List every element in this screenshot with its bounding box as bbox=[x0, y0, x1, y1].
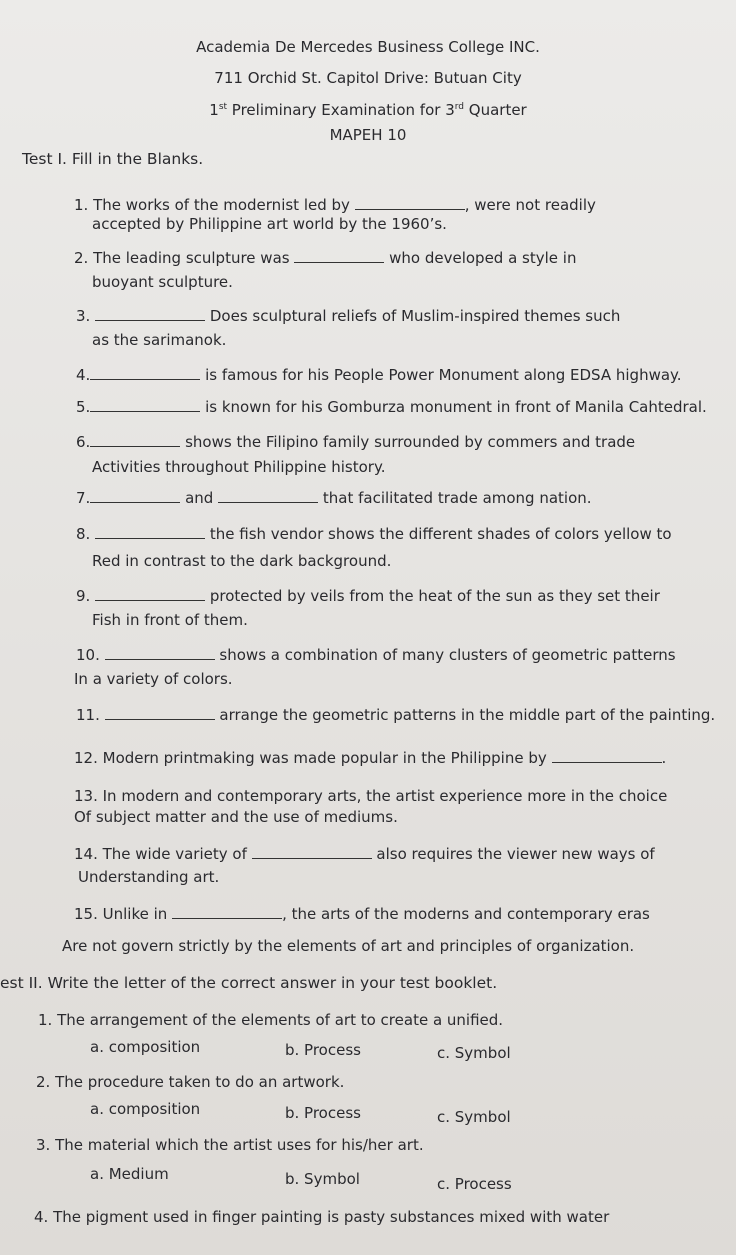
q3-line2: as the sarimanok. bbox=[92, 331, 227, 349]
q10-line1: 10. shows a combination of many clusters of geometric patterns bbox=[76, 646, 676, 664]
test2-title: est II. Write the letter of the correct answer in your test booklet. bbox=[0, 974, 498, 992]
mc-q2-option-a: a. composition bbox=[90, 1100, 201, 1118]
answer-blank bbox=[552, 750, 662, 763]
q14-line1: 14. The wide variety of also requires the viewer new ways of bbox=[74, 845, 655, 863]
q4-line: 4. is famous for his People Power Monument along EDSA highway. bbox=[76, 366, 682, 384]
q1-line1: 1. The works of the modernist led by , were not readily bbox=[74, 196, 596, 214]
mc-q3-option-a: a. Medium bbox=[90, 1165, 169, 1183]
q5-line: 5. is known for his Gomburza monument in front of Manila Cahtedral. bbox=[76, 398, 707, 416]
q12-line: 12. Modern printmaking was made popular in the Philippine by . bbox=[74, 749, 667, 767]
q8-line2: Red in contrast to the dark background. bbox=[92, 552, 392, 570]
answer-blank bbox=[90, 434, 180, 447]
q3-line1: 3. Does sculptural reliefs of Muslim-inspired themes such bbox=[76, 307, 621, 325]
q9-line2: Fish in front of them. bbox=[92, 611, 248, 629]
q7-line: 7. and that facilitated trade among nation. bbox=[76, 489, 592, 507]
answer-blank bbox=[105, 647, 215, 660]
answer-blank bbox=[218, 490, 318, 503]
mc-q2: 2. The procedure taken to do an artwork. bbox=[36, 1073, 345, 1091]
answer-blank bbox=[294, 250, 384, 263]
q8-line1: 8. the fish vendor shows the different shades of colors yellow to bbox=[76, 525, 672, 543]
answer-blank bbox=[95, 526, 205, 539]
mc-q1-option-c: c. Symbol bbox=[437, 1044, 511, 1062]
mc-q2-option-b: b. Process bbox=[285, 1104, 361, 1122]
subject-title: MAPEH 10 bbox=[329, 126, 407, 144]
mc-q3: 3. The material which the artist uses for his/her art. bbox=[36, 1136, 424, 1154]
mc-q2-option-c: c. Symbol bbox=[437, 1108, 511, 1126]
mc-q4: 4. The pigment used in finger painting is pasty substances mixed with water bbox=[34, 1208, 610, 1226]
q9-line1: 9. protected by veils from the heat of the sun as they set their bbox=[76, 587, 660, 605]
mc-q3-option-b: b. Symbol bbox=[285, 1170, 360, 1188]
answer-blank bbox=[90, 490, 180, 503]
q14-line2: Understanding art. bbox=[78, 868, 220, 886]
answer-blank bbox=[90, 399, 200, 412]
q15-line1: 15. Unlike in , the arts of the moderns and contemporary eras bbox=[74, 905, 650, 923]
q6-line1: 6. shows the Filipino family surrounded by commers and trade bbox=[76, 433, 636, 451]
q15-line2: Are not govern strictly by the elements of art and principles of organization. bbox=[62, 937, 635, 955]
test1-title: Test I. Fill in the Blanks. bbox=[22, 150, 204, 168]
q13-line1: 13. In modern and contemporary arts, the artist experience more in the choice bbox=[74, 787, 668, 805]
q11-line: 11. arrange the geometric patterns in the middle part of the painting. bbox=[76, 706, 716, 724]
q13-line2: Of subject matter and the use of mediums. bbox=[74, 808, 398, 826]
mc-q1: 1. The arrangement of the elements of art to create a unified. bbox=[38, 1011, 504, 1029]
answer-blank bbox=[90, 367, 200, 380]
school-address: 711 Orchid St. Capitol Drive: Butuan City bbox=[214, 69, 522, 87]
answer-blank bbox=[105, 707, 215, 720]
answer-blank bbox=[355, 197, 465, 210]
q6-line2: Activities throughout Philippine history. bbox=[92, 458, 386, 476]
answer-blank bbox=[172, 906, 282, 919]
answer-blank bbox=[95, 588, 205, 601]
answer-blank bbox=[252, 846, 372, 859]
q10-line2: In a variety of colors. bbox=[74, 670, 233, 688]
q2-line2: buoyant sculpture. bbox=[92, 273, 233, 291]
q1-line2: accepted by Philippine art world by the 1960’s. bbox=[92, 215, 447, 233]
mc-q3-option-c: c. Process bbox=[437, 1175, 512, 1193]
exam-title: 1st Preliminary Examination for 3rd Quarter bbox=[209, 101, 527, 119]
school-name: Academia De Mercedes Business College INC. bbox=[196, 38, 540, 56]
mc-q1-option-b: b. Process bbox=[285, 1041, 361, 1059]
q2-line1: 2. The leading sculpture was who developed a style in bbox=[74, 249, 577, 267]
mc-q1-option-a: a. composition bbox=[90, 1038, 201, 1056]
answer-blank bbox=[95, 308, 205, 321]
